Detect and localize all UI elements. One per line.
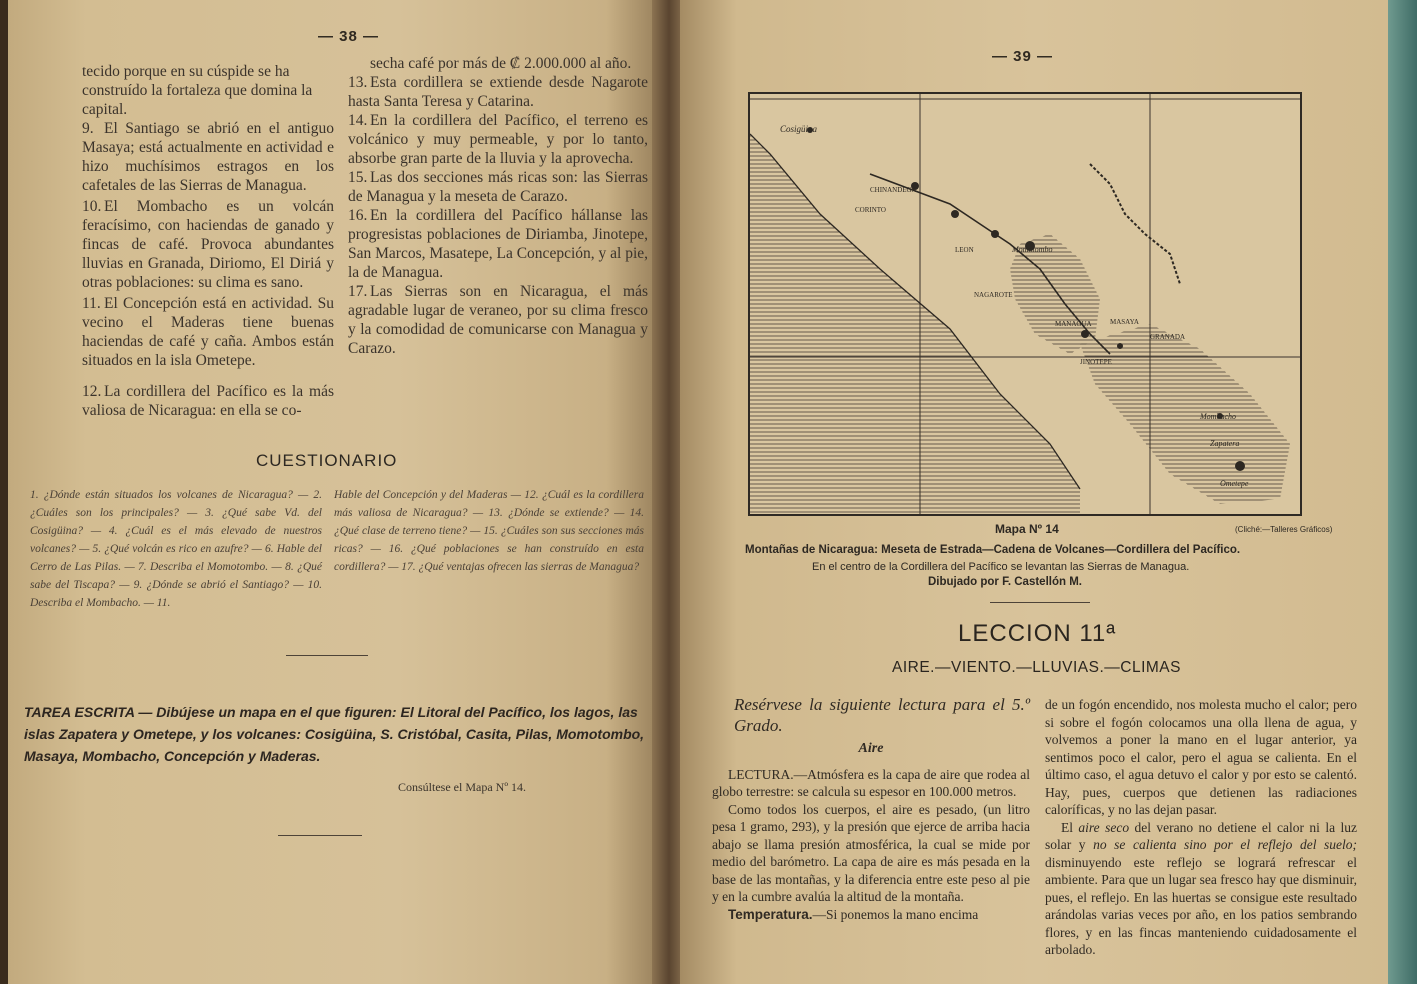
- reading-column-2: [1045, 696, 1357, 959]
- questions-left: 1. ¿Dónde están situados los volcanes de Nicaragua? — 2. ¿Cuáles son los principales? — 3. ¿Qué sabe Vd. del Cosigüina? — 4. ¿Cuál es el más elevado de nuestros volcanes? — 5. ¿Qué volcán es rico en azufre? — 6. Hable del Cerro de Las Pilas. — 7. Describa el Momotombo. — 8. ¿Qué sabe del Tiscapa? — 9. ¿Dónde se abrió el Santiago? — 10. Describa el Mombacho. — 11.: [30, 489, 322, 609]
- list-item: 10. El Mombacho es un volcán feracísimo, con haciendas de ganado y fincas de café. Provoca abundantes lluvias en Granada, Diriomo, El Diriá y otras poblaciones: su clima es sano.: [82, 198, 334, 291]
- map-label: Zapatera: [1210, 439, 1240, 448]
- map-credit: (Cliché:—Talleres Gráficos): [1235, 525, 1333, 534]
- continued-text: secha café por más de ₡ 2.000.000 al año.: [370, 55, 632, 72]
- map-label: NAGAROTE: [974, 291, 1013, 299]
- list-item: 12. La cordillera del Pacífico es la más valiosa de Nicaragua: en ella se co-: [82, 383, 334, 419]
- reservese-note: Resérvese la siguiente lectura para el 5.º Grado.: [734, 695, 1030, 735]
- list-item: 9. El Santiago se abrió en el antiguo Masaya; está actualmente en actividad e hizo muchísimos estragos en los cafetales de las Sierras de Managua.: [82, 120, 334, 194]
- map-label: LEON: [955, 246, 974, 254]
- continued-text: tecido porque en su cúspide se ha construído la fortaleza que domina la capital.: [82, 63, 313, 118]
- tarea-escrita: TAREA ESCRITA — Dibújese un mapa en el que figuren: El Litoral del Pacífico, los lagos, las islas Zapatera y Ometepe, y los volcanes: Cosigüina, S. Cristóbal, Casita, Pilas, Momotombo, Masaya, Mombacho, Concepción y Maderas.: [24, 704, 645, 764]
- list-item: 16. En la cordillera del Pacífico hállanse las progresistas poblaciones de Diriamba, Jinotepe, San Marcos, Masatepe, La Concepción, y al pie, la de Managua.: [348, 207, 649, 281]
- map-reference: Consúltese el Mapa Nº 14.: [398, 780, 527, 794]
- paragraph: El aire seco del verano no detiene el calor ni la luz solar y no se calienta sino por el reflejo del suelo; disminuyendo este reflejo se logrará refrescar el ambiente. Para que un lugar sea fresco hay que disminuir, pues, el reflejo. En las huertas se consigue este resultado arándolas varias veces por año, en los patios sembrando flores, y en las fincas manteniendo cuidadosamente el arbolado.: [1045, 819, 1357, 957]
- list-item: 13. Esta cordillera se extiende desde Nagarote hasta Santa Teresa y Catarina.: [348, 74, 648, 110]
- divider: [278, 835, 362, 836]
- section-heading-aire: Aire: [858, 741, 884, 756]
- page-number-right: — 39 —: [992, 48, 1054, 65]
- lake-nicaragua: [1080, 324, 1290, 504]
- left-column-1: [82, 62, 334, 420]
- map-label: CORINTO: [855, 206, 886, 214]
- cuestionario-heading: CUESTIONARIO: [256, 451, 398, 470]
- list-item: 14. En la cordillera del Pacífico, el terreno es volcánico y muy permeable, y por lo tanto, absorbe gran parte de la lluvia y la aprovecha.: [348, 112, 648, 167]
- map-caption-sub: En el centro de la Cordillera del Pacífico se levantan las Sierras de Managua.: [812, 561, 1190, 573]
- lesson-subtitle: AIRE.—VIENTO.—LLUVIAS.—CLIMAS: [892, 659, 1181, 676]
- map-number: Mapa Nº 14: [995, 522, 1059, 536]
- map-label: Ometepe: [1220, 479, 1249, 488]
- paragraph: de un fogón encendido, nos molesta mucho el calor; pero si sobre el fogón colocamos una olla llena de agua, y volvemos a poner la mano en el lugar anterior, ya sentimos poco el calor, pero el agua se calienta. En el último caso, el agua detuvo el calor y por esto se calentó. Hay, pues, cuerpos que detienen las radiaciones caloríficas, y no las dejan pasar.: [1045, 697, 1357, 817]
- map-label: MASAYA: [1110, 318, 1139, 326]
- lectura-paragraph: LECTURA.—Atmósfera es la capa de aire que rodea al globo terrestre: se calcula su espesor en 100.000 metros.: [712, 766, 1030, 799]
- map-label: CHINANDEGA: [870, 186, 917, 194]
- divider: [286, 655, 368, 656]
- temperatura-paragraph: Temperatura.—Si ponemos la mano encima: [728, 906, 979, 922]
- map-figure: [748, 92, 1302, 516]
- map-author: Dibujado por F. Castellón M.: [928, 576, 1082, 588]
- paragraph: Como todos los cuerpos, el aire es pesado, (un litro pesa 1 gramo, 293), y la presión que ejerce de arriba hacia abajo se llama presión atmosférica, la cual se mide por medio del barómetro. La capa de aire es más pesada en la base de las montañas, y la diferencia entre este peso al pie y en la cumbre avalúa la altitud de la montaña.: [712, 801, 1030, 904]
- book-cover-edge: [1388, 0, 1417, 984]
- map-caption: Montañas de Nicaragua: Meseta de Estrada—Cadena de Volcanes—Cordillera del Pacífico.: [745, 544, 1241, 556]
- map-drawing: [750, 94, 1300, 514]
- left-column-2: [348, 54, 648, 358]
- map-label: MANAGUA: [1055, 320, 1092, 328]
- map-label: GRANADA: [1150, 333, 1185, 341]
- list-item: 15. Las dos secciones más ricas son: las Sierras de Managua y la meseta de Carazo.: [348, 169, 648, 205]
- questions-right: Hable del Concepción y del Maderas — 12. ¿Cuál es la cordillera más valiosa de Nicaragua? — 13. ¿Dónde se extiende? — 14. ¿Qué clase de terreno tiene? — 15. ¿Cuáles son sus secciones más ricas? — 16. ¿Qué poblaciones se han construído en esta cordillera? — 17. ¿Qué ventajas ofrecen las sierras de Managua?: [334, 489, 644, 573]
- reading-column-1: [712, 694, 1030, 923]
- divider: [990, 602, 1090, 603]
- list-item: 11. El Concepción está en actividad. Su vecino el Maderas tiene buenas haciendas de café y caña. Ambos están situados en la isla Ometepe.: [82, 295, 334, 369]
- map-label: JINOTEPE: [1080, 358, 1112, 366]
- map-label: Mombacho: [1200, 412, 1236, 421]
- list-item: 17. Las Sierras son en Nicaragua, el más agradable lugar de veraneo, por su clima fresco y la comodidad de comunicarse con Managua y Carazo.: [348, 283, 648, 357]
- map-label: Cosigüina: [780, 124, 818, 134]
- lesson-title: LECCION 11ª: [958, 620, 1117, 647]
- map-label: Momotombo: [1012, 245, 1053, 254]
- page-number-left: — 38 —: [318, 28, 380, 45]
